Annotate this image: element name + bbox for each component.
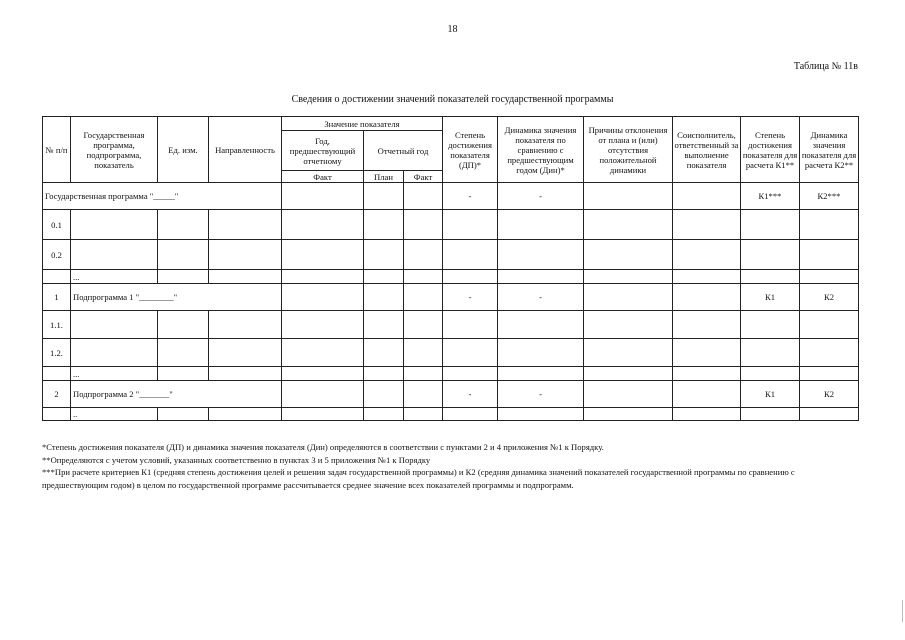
page-edge-mark — [902, 600, 903, 622]
gp-din: - — [498, 183, 584, 210]
row-num: 1 — [43, 284, 71, 311]
header-dp: Степень достижения показателя (ДП)* — [443, 117, 498, 183]
header-fact-report: Факт — [404, 171, 443, 183]
gp-dp: - — [443, 183, 498, 210]
ellipsis-cell: ... — [71, 367, 158, 381]
footnote-1: *Степень достижения показателя (ДП) и динамика значения показателя (Дин) определяются в соответствии с пунктами 2 и 4 приложения №1 к Порядку. — [42, 442, 604, 452]
header-year-prev: Год, предшествующий отчетному — [282, 131, 364, 171]
table-row — [43, 367, 859, 381]
header-plan: План — [364, 171, 404, 183]
header-k2: Динамика значения показателя для расчета К2** — [800, 117, 859, 183]
row-num: 1.2. — [43, 339, 71, 367]
sp2-din: - — [498, 381, 584, 408]
row-num: 0.2 — [43, 240, 71, 270]
gp-k1: К1*** — [741, 183, 800, 210]
header-num: № п/п — [43, 117, 71, 183]
table-row — [43, 284, 859, 311]
row-num: 1.1. — [43, 311, 71, 339]
footnote-2: **Определяются с учетом условий, указанных соответственно в пунктах 3 и 5 приложения №1 к Порядку — [42, 454, 431, 465]
page-number: 18 — [447, 24, 458, 35]
table-row — [43, 183, 859, 210]
sp1-k1: К1 — [741, 284, 800, 311]
document-title: Сведения о достижении значений показателей государственной программы — [291, 94, 614, 105]
header-coexecutor: Соисполнитель, ответственный за выполнение показателя — [673, 117, 741, 183]
footnote-3: ***При расчете критериев К1 (средняя степень достижения целей и решения задач государственной программы) и К2 (средняя динамика значений показателей государственной программы по сравнению с предшествующим годом) в целом по государственной программе рассчитывается среднее значение всех показателей программы и подпрограмм. — [42, 467, 795, 490]
header-fact: Факт — [282, 171, 364, 183]
table-row — [43, 240, 859, 270]
subprogram-2-name: Подпрограмма 2 "_______" — [71, 381, 282, 408]
sp1-dp: - — [443, 284, 498, 311]
row-num: 0.1 — [43, 210, 71, 240]
table-label: Таблица № 11в — [793, 61, 858, 72]
ellipsis-cell: ... — [71, 270, 158, 284]
header-report-year: Отчетный год — [364, 131, 443, 171]
header-reasons: Причины отклонения от плана и (или) отсутствия положительной динамики — [584, 117, 673, 183]
footnotes — [42, 441, 858, 491]
sp2-dp: - — [443, 381, 498, 408]
sp1-k2: К2 — [800, 284, 859, 311]
table-row — [43, 270, 859, 284]
row-num: 2 — [43, 381, 71, 408]
sp2-k1: К1 — [741, 381, 800, 408]
header-k1: Степень достижения показателя для расчета К1** — [741, 117, 800, 183]
gp-k2: К2*** — [800, 183, 859, 210]
header-indicator-value: Значение показателя — [282, 117, 443, 131]
table-row — [43, 339, 859, 367]
indicators-table — [42, 116, 859, 421]
header-program: Государственная программа, подпрограмма, показатель — [71, 117, 158, 183]
ellipsis-cell: .. — [71, 408, 158, 421]
table-row — [43, 381, 859, 408]
sp1-din: - — [498, 284, 584, 311]
header-unit: Ед. изм. — [158, 117, 209, 183]
table-row — [43, 311, 859, 339]
header-direction: Направленность — [209, 117, 282, 183]
sp2-k2: К2 — [800, 381, 859, 408]
gp-name: Государственная программа "_____" — [43, 183, 282, 210]
subprogram-1-name: Подпрограмма 1 "________" — [71, 284, 282, 311]
table-row — [43, 408, 859, 421]
table-row — [43, 210, 859, 240]
header-din: Динамика значения показателя по сравнению с предшествующим годом (Дин)* — [498, 117, 584, 183]
